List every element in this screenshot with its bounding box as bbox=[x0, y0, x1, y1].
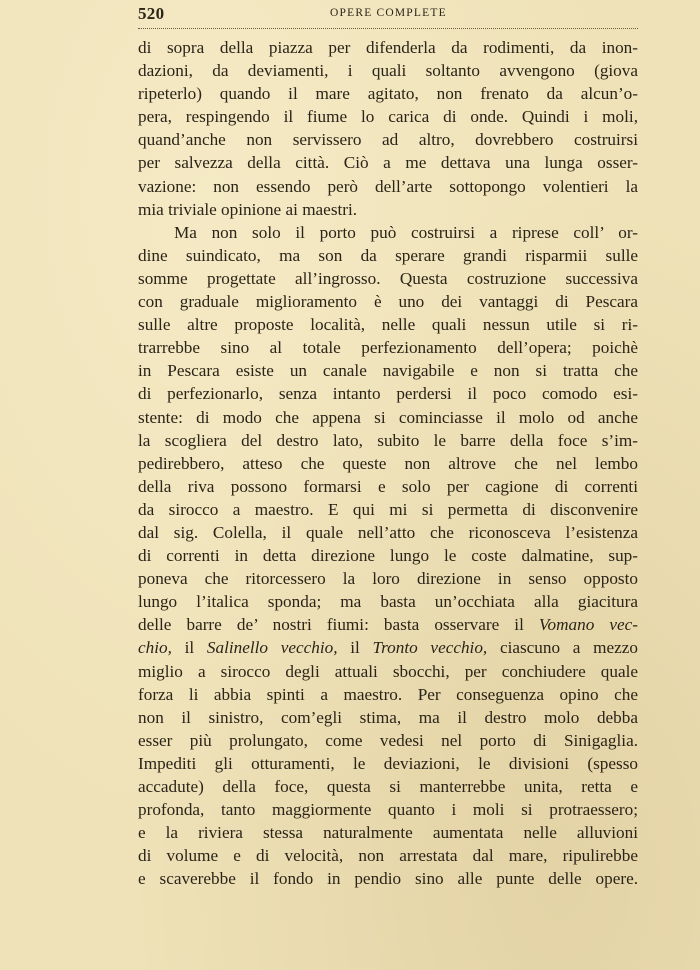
text-line: forza li abbia spinti a maestro. Per conseguenza opino che bbox=[138, 684, 638, 704]
text-run: delle barre de’ nostri fiumi: basta osservare il bbox=[138, 615, 539, 635]
text-run: ciascuno a mezzo bbox=[487, 638, 638, 658]
text-line-paragraph-end: mia triviale opinione ai maestri. bbox=[138, 199, 358, 219]
italic-place-name: Tronto vecchio, bbox=[372, 638, 488, 658]
text-line: somme progettate all’ingrosso. Questa costruzione successiva bbox=[138, 268, 638, 288]
text-line: la scogliera del destro lato, subito le barre della foce s’im- bbox=[138, 430, 638, 450]
italic-place-name: Vomano vec- bbox=[538, 615, 638, 635]
text-line: di sopra della piazza per difenderla da rodimenti, da inon- bbox=[138, 38, 638, 57]
text-line: pedirebbero, atteso che queste non altrove che nel lembo bbox=[138, 453, 638, 473]
text-line: da sirocco a maestro. E qui mi si permetta di disconvenire bbox=[138, 499, 638, 519]
text-line: dazioni, da deviamenti, i quali soltanto avvengono (giova bbox=[138, 61, 638, 81]
text-line: e scaverebbe il fondo in pendio sino alle punte delle opere. bbox=[138, 869, 638, 889]
text-line: e la riviera stessa naturalmente aumentata nelle alluvioni bbox=[138, 823, 638, 843]
text-line-with-italic bbox=[138, 613, 638, 636]
text-line-paragraph-start: Ma non solo il porto può costruirsi a riprese coll’ or- bbox=[174, 222, 638, 242]
running-title: OPERE COMPLETE bbox=[330, 7, 447, 19]
text-line: di perfezionarlo, senza intanto perdersi il poco comodo esi- bbox=[138, 384, 638, 404]
text-line: in Pescara esiste un canale navigabile e non si tratta che bbox=[138, 361, 638, 381]
italic-place-name: Salinello vecchio, bbox=[206, 638, 338, 658]
text-line: miglio a sirocco degli attuali sbocchi, per conchiudere quale bbox=[138, 661, 638, 681]
text-line: di correnti in detta direzione lungo le coste dalmatine, sup- bbox=[138, 546, 638, 566]
text-line: di volume e di velocità, non arrestata dal mare, ripulirebbe bbox=[138, 846, 638, 866]
text-line: della riva possono formarsi e solo per cagione di correnti bbox=[138, 476, 638, 496]
text-line: accadute) della foce, questa si manterrebbe unita, retta e bbox=[138, 777, 638, 796]
text-line: esser più prolungato, come vedesi nel porto di Sinigaglia. bbox=[138, 730, 638, 750]
text-line: dine suindicato, ma son da sperare grandi risparmii sulle bbox=[138, 245, 638, 265]
text-line: stente: di modo che appena si cominciasse il molo od anche bbox=[138, 407, 638, 427]
italic-place-name: chio, bbox=[138, 638, 172, 658]
page-number: 520 bbox=[138, 4, 165, 23]
text-run: il bbox=[337, 638, 373, 658]
text-line: poneva che ritorcessero la loro direzione in senso opposto bbox=[138, 569, 638, 589]
running-head bbox=[138, 4, 638, 26]
text-line: con graduale miglioramento è uno dei vantaggi di Pescara bbox=[138, 292, 638, 312]
text-run: il bbox=[171, 638, 207, 658]
text-line: quand’anche non servissero ad altro, dovrebbero costruirsi bbox=[138, 130, 638, 150]
text-line: per salvezza della città. Ciò a me dettava una lunga osser- bbox=[138, 153, 638, 173]
text-line: sulle altre proposte località, nelle quali nessun utile si ri- bbox=[138, 315, 638, 335]
header-rule bbox=[138, 28, 638, 29]
text-line: vazione: non essendo però dell’arte sottopongo volentieri la bbox=[138, 176, 638, 196]
text-line: Impediti gli otturamenti, le deviazioni, le divisioni (spesso bbox=[138, 753, 638, 773]
text-line: profonda, tanto maggiormente quanto i moli si protraessero; bbox=[138, 800, 638, 820]
text-line: lungo l’italica sponda; ma basta un’occhiata alla giacitura bbox=[138, 592, 638, 612]
text-line-with-italic bbox=[138, 636, 638, 659]
text-line: non il sinistro, com’egli stima, ma il destro molo debba bbox=[138, 707, 638, 727]
text-line: trarrebbe sino al totale perfezionamento dell’opera; poichè bbox=[138, 338, 638, 358]
text-line: ripeterlo) quando il mare agitato, non frenato da alcun’o- bbox=[138, 84, 638, 104]
body-text bbox=[138, 36, 638, 890]
text-line: pera, respingendo il fiume lo carica di onde. Quindi i moli, bbox=[138, 107, 638, 127]
text-line: dal sig. Colella, il quale nell’atto che riconosceva l’esistenza bbox=[138, 522, 638, 542]
